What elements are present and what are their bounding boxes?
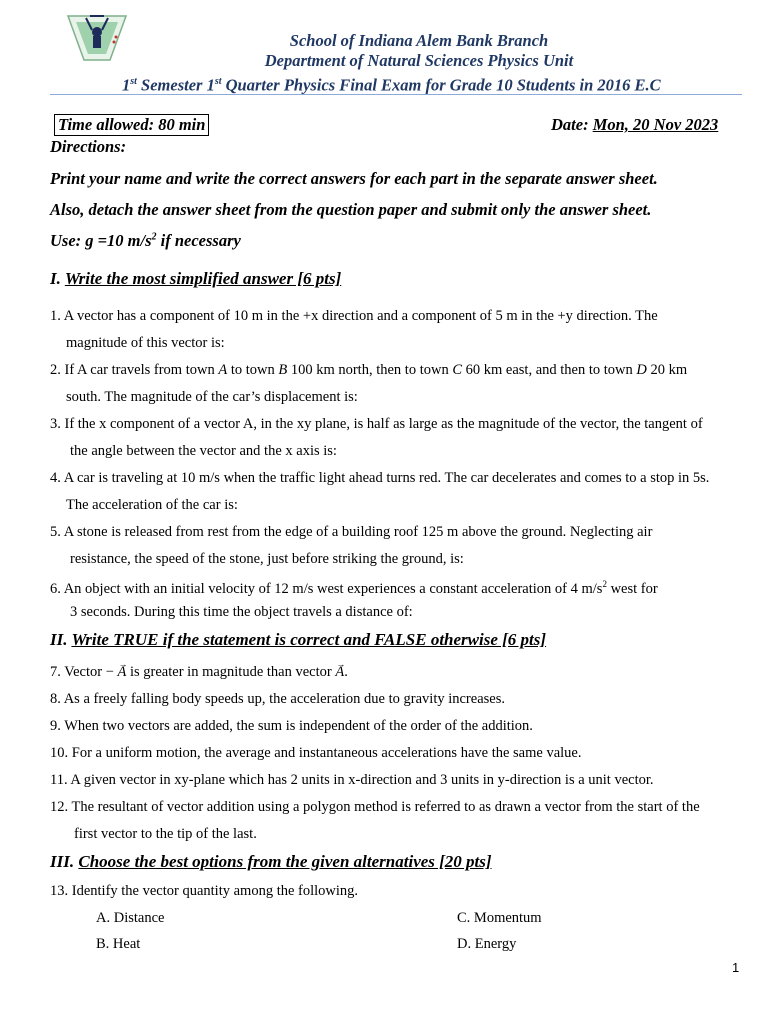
directions-use: Use: g =10 $m/s^2$ if necessary	[50, 231, 241, 250]
option-c: C. Momentum	[457, 910, 542, 926]
question-6-line-1: 6. An object with an initial velocity of 12 m/s west experiences a constant acceleration of 4 $m/s^2$ west for	[50, 579, 658, 597]
question-13: 13. Identify the vector quantity among the following.	[50, 883, 359, 899]
header-divider	[50, 94, 742, 95]
question-4-line-1: 4. A car is traveling at 10 m/s when the traffic light ahead turns red. The car decelerates and comes to a stop in 5s.	[50, 470, 710, 486]
question-8: 8. As a freely falling body speeds up, the acceleration due to gravity increases.	[50, 691, 505, 707]
school-name: School of Indiana Alem Bank Branch	[289, 31, 549, 50]
directions-line-2: Also, detach the answer sheet from the question paper and submit only the answer sheet.	[50, 200, 652, 219]
question-9: 9. When two vectors are added, the sum is independent of the order of the addition.	[50, 718, 533, 734]
page-number: 1	[732, 960, 740, 975]
question-12-line-1: 12. The resultant of vector addition using a polygon method is referred to as drawn a vector from the start of the	[50, 799, 700, 815]
option-b: B. Heat	[96, 936, 141, 952]
question-3-line-2: the angle between the vector and the x axis is:	[70, 443, 337, 459]
question-5-line-1: 5. A stone is released from rest from the edge of a building roof 125 m above the ground. Neglecting air	[50, 524, 653, 540]
question-4-line-2: The acceleration of the car is:	[66, 497, 238, 513]
question-5-line-2: resistance, the speed of the stone, just before striking the ground, is:	[70, 551, 464, 567]
exam-title: 1st Semester 1st Quarter Physics Final Exam for Grade 10 Students in 2016 E.C	[122, 75, 661, 95]
directions-line-1: Print your name and write the correct answers for each part in the separate answer sheet.	[50, 169, 658, 188]
section-1-heading: I. Write the most simplified answer [6 pts]	[50, 269, 342, 288]
directions-heading: Directions:	[50, 137, 127, 156]
question-12-line-2: first vector to the tip of the last.	[74, 826, 257, 842]
question-3-line-1: 3. If the x component of a vector A, in the xy plane, is half as large as the magnitude of the vector, the tangent of	[50, 416, 703, 432]
question-7: 7. Vector − → A is greater in magnitude than vector → A.	[50, 663, 348, 681]
question-11: 11. A given vector in xy-plane which has 2 units in x-direction and 3 units in y-direction is a unit vector.	[50, 772, 654, 788]
option-a: A. Distance	[96, 910, 165, 926]
department-name: Department of Natural Sciences Physics Unit	[264, 51, 574, 70]
time-allowed: Time allowed: 80 min	[54, 114, 209, 136]
question-10: 10. For a uniform motion, the average and instantaneous accelerations have the same value.	[50, 745, 582, 761]
question-1-line-1: 1. A vector has a component of 10 m in the +x direction and a component of 5 m in the +y direction. The	[50, 308, 658, 324]
question-2-line-2: south. The magnitude of the car’s displacement is:	[66, 389, 358, 405]
option-d: D. Energy	[457, 936, 517, 952]
question-6-line-2: 3 seconds. During this time the object travels a distance of:	[70, 604, 413, 620]
section-2-heading: II. Write TRUE if the statement is correct and FALSE otherwise [6 pts]	[50, 630, 547, 649]
exam-date: Date: Mon, 20 Nov 2023	[551, 115, 719, 134]
question-1-line-2: magnitude of this vector is:	[66, 335, 225, 351]
question-2-line-1: 2. If A car travels from town A to town B 100 km north, then to town C 60 km east, and then to town D 20 km	[50, 362, 688, 378]
section-3-heading: III. Choose the best options from the given alternatives [20 pts]	[50, 852, 492, 871]
